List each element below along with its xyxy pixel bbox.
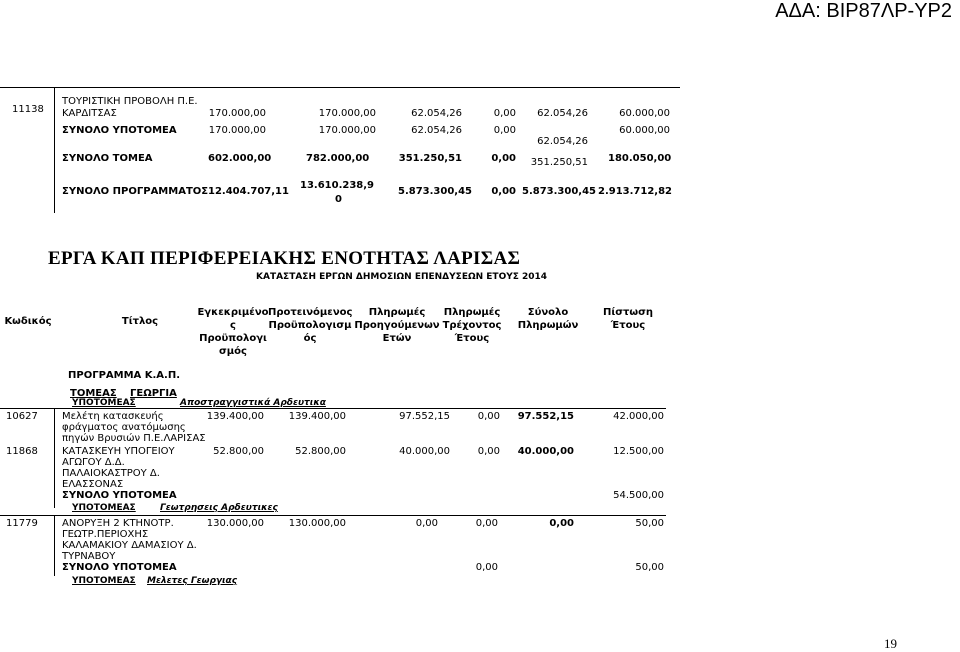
row-title-line: ΠΑΛΑΙΟΚΑΣΤΡΟΥ Δ.	[62, 468, 160, 479]
cell-approved: 52.800,00	[213, 446, 264, 457]
cell-proposed: 139.400,00	[288, 411, 346, 422]
header-line: Έτους	[610, 320, 646, 331]
program-label: ΠΡΟΓΡΑΜΜΑ Κ.Α.Π.	[68, 370, 181, 381]
row-title-line: ΑΝΟΡΥΞΗ 2 ΚΤΗΝΟΤΡ.	[62, 518, 174, 529]
header-line: Τρέχοντος	[442, 320, 502, 331]
table-border	[54, 516, 55, 576]
row-title-line: ΕΛΑΣΣΟΝΑΣ	[62, 479, 124, 490]
cell-proposed: 782.000,00	[306, 153, 370, 164]
table-border	[0, 408, 666, 409]
cell-total: 97.552,15	[517, 411, 574, 422]
header-line: Πληρωμές	[443, 307, 501, 318]
row-title-line: ΑΓΩΓΟΥ Δ.Δ.	[62, 457, 125, 468]
sector-label: ΤΟΜΕΑΣ	[70, 388, 117, 399]
cell-total: 62.054,26	[537, 136, 588, 147]
cell-prev: 40.000,00	[399, 446, 450, 457]
cell-total: 351.250,51	[530, 157, 588, 168]
cell-credit: 42.000,00	[613, 411, 664, 422]
row-title-line: ΚΑΛΑΜΑΚΙΟΥ ΔΑΜΑΣΙΟΥ Δ.	[62, 540, 197, 551]
header-line: Προϋπολογι	[199, 333, 267, 344]
header-prev-payments	[352, 306, 442, 345]
header-curr-payments	[432, 306, 512, 345]
header-code: Κωδικός	[4, 316, 52, 327]
table-border	[0, 515, 666, 516]
subsector-name: Μελετες Γεωργιας	[147, 576, 238, 586]
header-total-payments	[508, 306, 588, 332]
table-border	[54, 408, 55, 508]
row-code: 11138	[12, 104, 44, 115]
subsector-name: Γεωτρησεις Αρδευτικες	[160, 503, 278, 513]
row-title-line: ΚΑΡΔΙΤΣΑΣ	[62, 108, 117, 119]
cell-credit: 60.000,00	[619, 125, 670, 136]
page-number: 19	[884, 636, 897, 651]
cell-credit: 54.500,00	[613, 490, 664, 501]
cell-approved: 170.000,00	[208, 108, 266, 119]
row-code: 11779	[6, 518, 38, 529]
header-line: Έτους	[454, 333, 490, 344]
header-credit	[588, 306, 668, 332]
header-line: σμός	[219, 346, 247, 357]
row-code: 11868	[6, 446, 38, 457]
header-line: Προηγούμενων	[354, 320, 440, 331]
cell-curr: 0,00	[475, 562, 498, 573]
header-line: ς	[230, 320, 236, 331]
header-line: Προτεινόμενος	[268, 307, 353, 318]
cell-total: 62.054,26	[537, 108, 588, 119]
cell-proposed-cont: 0	[335, 194, 342, 205]
cell-credit: 180.050,00	[608, 153, 672, 164]
header-approved	[196, 306, 270, 358]
cell-curr: 0,00	[491, 186, 516, 197]
top-table-border	[0, 87, 680, 88]
header-line: Πληρωμών	[517, 320, 579, 331]
cell-proposed: 170.000,00	[318, 108, 376, 119]
subtotal-label: ΣΥΝΟΛΟ ΥΠΟΤΟΜΕΑ	[62, 125, 177, 136]
header-title: Τίτλος	[121, 316, 159, 327]
cell-credit: 12.500,00	[613, 446, 664, 457]
subsector-label: ΥΠΟΤΟΜΕΑΣ	[72, 576, 136, 586]
row-title-line: ΚΑΤΑΣΚΕΥΗ ΥΠΟΓΕΙΟΥ	[62, 446, 175, 457]
cell-approved: 12.404.707,11	[208, 186, 289, 197]
cell-credit: 50,00	[635, 562, 664, 573]
cell-prev: 97.552,15	[399, 411, 450, 422]
cell-total: 0,00	[549, 518, 574, 529]
subsector-label: ΥΠΟΤΟΜΕΑΣ	[72, 398, 136, 408]
cell-prev: 62.054,26	[411, 108, 462, 119]
row-title-line: πηγών Βρυσιών Π.Ε.ΛΑΡΙΣΑΣ	[62, 433, 206, 444]
cell-approved: 602.000,00	[208, 153, 272, 164]
cell-curr: 0,00	[493, 108, 516, 119]
top-table-border	[54, 87, 55, 213]
row-title-line: ΤΟΥΡΙΣΤΙΚΗ ΠΡΟΒΟΛΗ Π.Ε.	[62, 96, 198, 107]
subsector-name: Αποστραγγιστικά Αρδευτικα	[180, 398, 326, 408]
cell-approved: 130.000,00	[206, 518, 264, 529]
cell-prev: 351.250,51	[398, 153, 462, 164]
cell-prev: 0,00	[415, 518, 438, 529]
cell-proposed: 130.000,00	[288, 518, 346, 529]
sector-name: ΓΕΩΡΓΙΑ	[130, 388, 177, 399]
subtotal-label: ΣΥΝΟΛΟ ΥΠΟΤΟΜΕΑ	[62, 562, 177, 573]
cell-curr: 0,00	[475, 518, 498, 529]
cell-credit: 60.000,00	[619, 108, 670, 119]
program-total-label: ΣΥΝΟΛΟ ΠΡΟΓΡΑΜΜΑΤΟΣ	[62, 186, 209, 197]
cell-credit: 2.913.712,82	[598, 186, 673, 197]
header-line: Εγκεκριμένο	[197, 307, 269, 318]
row-code: 10627	[6, 411, 38, 422]
sector-total-label: ΣΥΝΟΛΟ ΤΟΜΕΑ	[62, 153, 153, 164]
cell-curr: 0,00	[477, 446, 500, 457]
cell-proposed: 13.610.238,9	[300, 180, 375, 191]
row-title-line: φράγματος ανατόμωσης	[62, 422, 186, 433]
header-line: Πίστωση	[602, 307, 654, 318]
row-title-line: ΓΕΩΤΡ.ΠΕΡΙΟΧΗΣ	[62, 529, 149, 540]
cell-credit: 50,00	[635, 518, 664, 529]
header-proposed	[268, 306, 352, 345]
subsector-label: ΥΠΟΤΟΜΕΑΣ	[72, 503, 136, 513]
page-subtitle: ΚΑΤΑΣΤΑΣΗ ΕΡΓΩΝ ΔΗΜΟΣΙΩΝ ΕΠΕΝΔΥΣΕΩΝ ΕΤΟΥΣ 2014	[256, 272, 548, 282]
cell-prev: 62.054,26	[411, 125, 462, 136]
header-line: ός	[303, 333, 317, 344]
cell-approved: 139.400,00	[206, 411, 264, 422]
cell-approved: 170.000,00	[208, 125, 266, 136]
cell-prev: 5.873.300,45	[398, 186, 473, 197]
cell-curr: 0,00	[477, 411, 500, 422]
cell-proposed: 170.000,00	[318, 125, 376, 136]
cell-total: 5.873.300,45	[522, 186, 597, 197]
cell-curr: 0,00	[491, 153, 516, 164]
cell-total: 40.000,00	[517, 446, 574, 457]
cell-curr: 0,00	[493, 125, 516, 136]
page-title: ΕΡΓΑ ΚΑΠ ΠΕΡΙΦΕΡΕΙΑΚΗΣ ΕΝΟΤΗΤΑΣ ΛΑΡΙΣΑΣ	[48, 248, 521, 269]
row-title-line: Μελέτη κατασκευής	[62, 411, 164, 422]
row-title-line: ΤΥΡΝΑΒΟΥ	[62, 551, 116, 562]
cell-proposed: 52.800,00	[295, 446, 346, 457]
header-line: Πληρωμές	[368, 307, 426, 318]
header-line: Σύνολο	[527, 307, 569, 318]
ada-watermark: ΑΔΑ: ΒΙΡ87ΛΡ-ΥΡ2	[775, 0, 952, 22]
header-line: Ετών	[382, 333, 412, 344]
subtotal-label: ΣΥΝΟΛΟ ΥΠΟΤΟΜΕΑ	[62, 490, 177, 501]
header-line: Προϋπολογισμ	[268, 320, 352, 331]
